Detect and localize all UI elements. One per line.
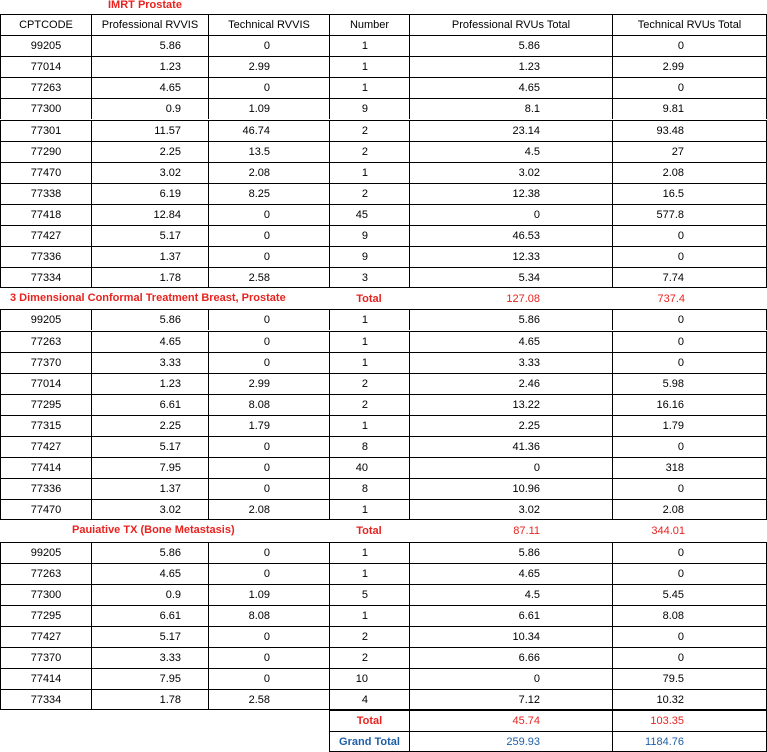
header-row xyxy=(0,14,767,35)
table-cell: 0 xyxy=(208,647,329,668)
table-cell: 5 xyxy=(329,584,409,605)
table-cell: 2.08 xyxy=(612,499,767,520)
table-cell: 93.48 xyxy=(612,120,767,141)
table-cell: 2.08 xyxy=(612,162,767,183)
table-cell: 77334 xyxy=(0,267,91,288)
table-cell: 77414 xyxy=(0,457,91,478)
table-cell: 0 xyxy=(208,542,329,563)
section-title: IMRT Prostate xyxy=(108,0,182,11)
table-cell: 0 xyxy=(612,478,767,499)
table-cell: 0 xyxy=(208,626,329,647)
table-cell: 77338 xyxy=(0,183,91,204)
section-total-row xyxy=(0,288,767,309)
table-cell: 99205 xyxy=(0,542,91,563)
table-cell: 8.08 xyxy=(208,394,329,415)
table-row xyxy=(0,605,767,626)
table-cell: 3.33 xyxy=(409,352,612,373)
table-cell: 0 xyxy=(409,204,612,225)
table-cell: 1 xyxy=(329,331,409,352)
table-cell: 1 xyxy=(329,77,409,98)
table-cell: 2.58 xyxy=(208,267,329,288)
table-row xyxy=(0,584,767,605)
table-row xyxy=(0,563,767,584)
table-row xyxy=(0,647,767,668)
table-cell: 3.02 xyxy=(409,162,612,183)
table-row xyxy=(0,668,767,689)
table-cell: 5.17 xyxy=(91,436,208,457)
total-label: Total xyxy=(356,292,382,305)
table-cell: 0 xyxy=(612,563,767,584)
table-cell: 1.79 xyxy=(208,415,329,436)
table-cell: 2 xyxy=(329,373,409,394)
table-cell: 0 xyxy=(208,563,329,584)
table-cell: 77300 xyxy=(0,584,91,605)
table-cell: 77370 xyxy=(0,647,91,668)
total-label: Total xyxy=(356,524,382,537)
table-cell: 77336 xyxy=(0,478,91,499)
table-cell: 11.57 xyxy=(91,120,208,141)
table-cell: 46.74 xyxy=(208,120,329,141)
table-row xyxy=(0,309,767,330)
table-cell: 0 xyxy=(409,668,612,689)
table-cell: 13.22 xyxy=(409,394,612,415)
table-cell: 0 xyxy=(208,478,329,499)
table-cell: 7.95 xyxy=(91,457,208,478)
table-cell: 77418 xyxy=(0,204,91,225)
table-cell: 3 xyxy=(329,267,409,288)
table-cell: 1 xyxy=(329,415,409,436)
table-cell: 4.65 xyxy=(91,77,208,98)
table-cell: 1 xyxy=(329,563,409,584)
table-row xyxy=(0,478,767,499)
table-cell: 4 xyxy=(329,689,409,710)
table-cell: 77427 xyxy=(0,225,91,246)
table-cell: 0 xyxy=(208,668,329,689)
table-cell: 77414 xyxy=(0,668,91,689)
column-header: CPTCODE xyxy=(0,14,91,35)
table-cell: 41.36 xyxy=(409,436,612,457)
table-cell: 0 xyxy=(612,626,767,647)
table-cell: 12.84 xyxy=(91,204,208,225)
table-cell: 45 xyxy=(329,204,409,225)
table-cell: 8 xyxy=(329,478,409,499)
table-cell: 4.65 xyxy=(91,331,208,352)
table-cell: 1 xyxy=(329,35,409,56)
table-cell: 0 xyxy=(208,246,329,267)
table-cell: 9 xyxy=(329,225,409,246)
table-cell: 0.9 xyxy=(91,98,208,119)
table-row xyxy=(0,499,767,520)
table-cell: 77290 xyxy=(0,141,91,162)
table-row xyxy=(0,542,767,563)
column-header: Technical RVUs Total xyxy=(612,14,767,35)
table-cell: 77300 xyxy=(0,98,91,119)
table-row xyxy=(0,352,767,373)
table-cell: 0 xyxy=(208,457,329,478)
column-header: Professional RVVIS xyxy=(91,14,208,35)
table-cell: 8 xyxy=(329,436,409,457)
table-cell: 0 xyxy=(612,542,767,563)
table-cell: 2 xyxy=(329,626,409,647)
table-row xyxy=(0,436,767,457)
table-cell: 3.02 xyxy=(91,499,208,520)
table-cell: 12.38 xyxy=(409,183,612,204)
table-cell: 12.33 xyxy=(409,246,612,267)
table-cell: 27 xyxy=(612,141,767,162)
table-cell: 2 xyxy=(329,141,409,162)
table-cell: 4.65 xyxy=(409,331,612,352)
table-cell: 0 xyxy=(612,35,767,56)
table-row xyxy=(0,120,767,141)
table-cell: 10.96 xyxy=(409,478,612,499)
table-row xyxy=(0,394,767,415)
table-cell: 2.25 xyxy=(409,415,612,436)
table-cell: 2.99 xyxy=(208,373,329,394)
table-cell: 8.1 xyxy=(409,98,612,119)
table-cell: 77263 xyxy=(0,77,91,98)
table-cell: 0 xyxy=(612,331,767,352)
table-cell: 5.86 xyxy=(409,309,612,330)
table-cell: 2.08 xyxy=(208,162,329,183)
table-cell: 2 xyxy=(329,647,409,668)
table-cell: 0 xyxy=(208,77,329,98)
table-cell: 1 xyxy=(329,499,409,520)
table-cell: 3.02 xyxy=(91,162,208,183)
table-cell: 4.65 xyxy=(91,563,208,584)
table-cell: 8.08 xyxy=(208,605,329,626)
table-cell: 77014 xyxy=(0,373,91,394)
table-cell: 6.66 xyxy=(409,647,612,668)
section-total-row xyxy=(0,710,767,731)
table-row xyxy=(0,626,767,647)
table-cell: 0 xyxy=(208,309,329,330)
table-cell: 23.14 xyxy=(409,120,612,141)
table-cell: 2.08 xyxy=(208,499,329,520)
table-cell: 2.99 xyxy=(612,56,767,77)
table-cell: 5.86 xyxy=(91,542,208,563)
table-row xyxy=(0,56,767,77)
table-cell: 0 xyxy=(409,457,612,478)
table-cell: 5.98 xyxy=(612,373,767,394)
table-cell: 6.61 xyxy=(91,605,208,626)
total-label: Total xyxy=(329,710,409,731)
table-cell: 9.81 xyxy=(612,98,767,119)
table-cell: 5.45 xyxy=(612,584,767,605)
table-cell: 0 xyxy=(208,225,329,246)
total-technical: 344.01 xyxy=(651,524,685,537)
table-cell: 8.25 xyxy=(208,183,329,204)
table-cell: 6.19 xyxy=(91,183,208,204)
table-cell: 5.86 xyxy=(409,542,612,563)
table-cell: 8.08 xyxy=(612,605,767,626)
table-cell: 46.53 xyxy=(409,225,612,246)
table-row xyxy=(0,689,767,710)
table-cell: 79.5 xyxy=(612,668,767,689)
table-cell: 0 xyxy=(208,331,329,352)
table-cell: 99205 xyxy=(0,35,91,56)
grand-total-technical: 1184.76 xyxy=(612,731,767,752)
table-cell: 1 xyxy=(329,162,409,183)
section-total-row xyxy=(0,520,767,541)
table-cell: 0 xyxy=(208,352,329,373)
table-row xyxy=(0,141,767,162)
table-cell: 2.25 xyxy=(91,415,208,436)
table-cell: 577.8 xyxy=(612,204,767,225)
table-cell: 77334 xyxy=(0,689,91,710)
total-professional: 87.11 xyxy=(513,524,540,537)
table-cell: 77295 xyxy=(0,605,91,626)
table-cell: 1 xyxy=(329,56,409,77)
table-cell: 5.17 xyxy=(91,626,208,647)
table-cell: 77263 xyxy=(0,563,91,584)
total-technical: 103.35 xyxy=(612,710,767,731)
table-cell: 1 xyxy=(329,309,409,330)
table-cell: 1.37 xyxy=(91,246,208,267)
table-cell: 1.23 xyxy=(91,373,208,394)
table-cell: 1.09 xyxy=(208,584,329,605)
total-professional: 45.74 xyxy=(409,710,612,731)
total-professional: 127.08 xyxy=(506,292,540,305)
table-cell: 77336 xyxy=(0,246,91,267)
table-cell: 7.95 xyxy=(91,668,208,689)
table-row xyxy=(0,373,767,394)
table-cell: 6.61 xyxy=(91,394,208,415)
table-cell: 77301 xyxy=(0,120,91,141)
table-cell: 0 xyxy=(612,352,767,373)
total-technical: 737.4 xyxy=(657,292,685,305)
table-cell: 9 xyxy=(329,98,409,119)
table-cell: 1.79 xyxy=(612,415,767,436)
table-row xyxy=(0,162,767,183)
table-cell: 5.86 xyxy=(91,35,208,56)
table-cell: 2.99 xyxy=(208,56,329,77)
table-cell: 318 xyxy=(612,457,767,478)
table-cell: 77427 xyxy=(0,436,91,457)
table-cell: 1 xyxy=(329,605,409,626)
table-cell: 1.78 xyxy=(91,267,208,288)
table-cell: 4.5 xyxy=(409,584,612,605)
table-cell: 2 xyxy=(329,183,409,204)
table-cell: 40 xyxy=(329,457,409,478)
table-cell: 2 xyxy=(329,394,409,415)
table-row xyxy=(0,98,767,119)
table-cell: 0 xyxy=(612,77,767,98)
table-cell: 3.02 xyxy=(409,499,612,520)
table-row xyxy=(0,246,767,267)
section-title: 3 Dimensional Conformal Treatment Breast, Prostate xyxy=(10,292,286,305)
table-cell: 77315 xyxy=(0,415,91,436)
table-cell: 77470 xyxy=(0,162,91,183)
column-header: Technical RVVIS xyxy=(208,14,329,35)
table-cell: 0 xyxy=(612,225,767,246)
table-cell: 0 xyxy=(208,35,329,56)
table-cell: 77263 xyxy=(0,331,91,352)
table-cell: 10.34 xyxy=(409,626,612,647)
grand-total-label: Grand Total xyxy=(329,731,409,752)
table-cell: 3.33 xyxy=(91,647,208,668)
grand-total-row xyxy=(0,731,767,752)
table-row xyxy=(0,183,767,204)
table-cell: 99205 xyxy=(0,309,91,330)
table-cell: 10.32 xyxy=(612,689,767,710)
table-cell: 0 xyxy=(612,309,767,330)
table-cell: 4.65 xyxy=(409,77,612,98)
table-row xyxy=(0,415,767,436)
table-row xyxy=(0,457,767,478)
section-title: Pauiative TX (Bone Metastasis) xyxy=(72,524,235,537)
table-cell: 16.16 xyxy=(612,394,767,415)
table-cell: 7.12 xyxy=(409,689,612,710)
table-cell: 2.58 xyxy=(208,689,329,710)
table-cell: 1.78 xyxy=(91,689,208,710)
table-cell: 5.86 xyxy=(91,309,208,330)
table-row xyxy=(0,35,767,56)
table-cell: 2.25 xyxy=(91,141,208,162)
column-header: Number xyxy=(329,14,409,35)
table-cell: 5.17 xyxy=(91,225,208,246)
table-cell: 77014 xyxy=(0,56,91,77)
table-cell: 77370 xyxy=(0,352,91,373)
table-row xyxy=(0,331,767,352)
table-cell: 3.33 xyxy=(91,352,208,373)
table-cell: 0 xyxy=(612,647,767,668)
table-cell: 0 xyxy=(208,204,329,225)
table-cell: 1 xyxy=(329,352,409,373)
table-cell: 0 xyxy=(612,246,767,267)
table-row xyxy=(0,204,767,225)
table-cell: 0.9 xyxy=(91,584,208,605)
table-cell: 77470 xyxy=(0,499,91,520)
table-cell: 7.74 xyxy=(612,267,767,288)
table-cell: 0 xyxy=(612,436,767,457)
table-cell: 1.23 xyxy=(409,56,612,77)
table-cell: 5.86 xyxy=(409,35,612,56)
table-cell: 16.5 xyxy=(612,183,767,204)
table-cell: 4.65 xyxy=(409,563,612,584)
table-cell: 10 xyxy=(329,668,409,689)
table-cell: 4.5 xyxy=(409,141,612,162)
table-cell: 9 xyxy=(329,246,409,267)
table-cell: 5.34 xyxy=(409,267,612,288)
table-row xyxy=(0,267,767,288)
table-cell: 1.09 xyxy=(208,98,329,119)
table-cell: 0 xyxy=(208,436,329,457)
table-row xyxy=(0,225,767,246)
table-cell: 77427 xyxy=(0,626,91,647)
table-cell: 6.61 xyxy=(409,605,612,626)
table-cell: 1.37 xyxy=(91,478,208,499)
table-cell: 2 xyxy=(329,120,409,141)
table-cell: 2.46 xyxy=(409,373,612,394)
table-cell: 13.5 xyxy=(208,141,329,162)
grand-total-professional: 259.93 xyxy=(409,731,612,752)
table-cell: 1 xyxy=(329,542,409,563)
column-header: Professional RVUs Total xyxy=(409,14,612,35)
table-cell: 1.23 xyxy=(91,56,208,77)
table-row xyxy=(0,77,767,98)
table-cell: 77295 xyxy=(0,394,91,415)
